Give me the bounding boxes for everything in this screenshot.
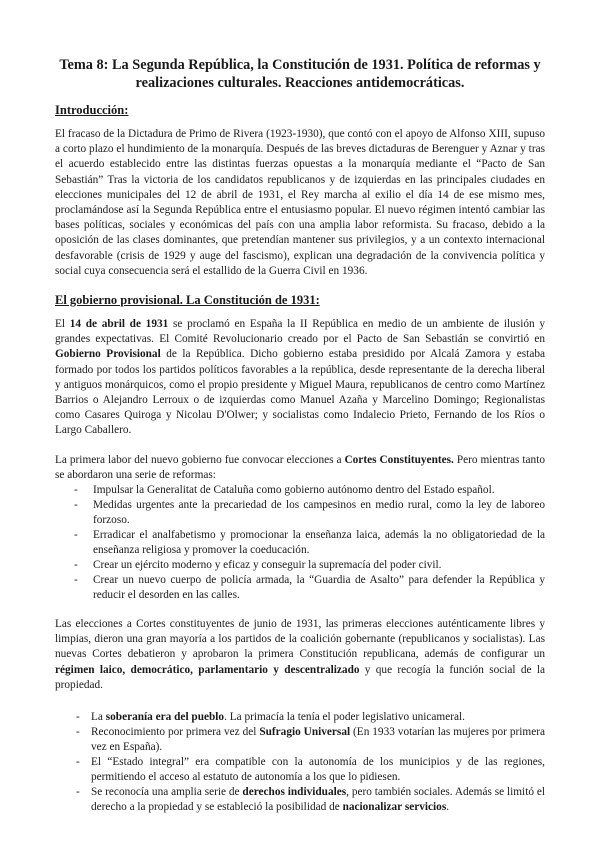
text-run: La primera labor del nuevo gobierno fue convocar elecciones a [55,453,345,466]
text-run: Pero mientras tanto se abordaron una serie de reformas: [55,453,545,481]
list-item: - Impulsar la Generalitat de Cataluña como gobierno autónomo dentro del Estado español. [55,483,545,498]
bold-term: soberanía era del pueblo [105,711,225,724]
intro-heading: Introducción: [55,103,129,117]
text-run: Reconocimiento por primera vez del [91,726,260,739]
bold-date: 14 de abril de 1931 [69,318,169,331]
list-item: - Crear un ejército moderno y eficaz y conseguir la supremacía del poder civil. [55,558,545,573]
section-heading-gobierno-provisional: El gobierno provisional. La Constitución de 1931: [55,293,320,308]
document-title: Tema 8: La Segunda República, la Constitución de 1931. Política de reformas y realizaciones culturales. Reacciones antidemocráticas. [59,57,541,91]
list-item: - Erradicar el analfabetismo y promocionar la enseñanza laica, además la no obligatoriedad de la enseñanza religiosa y promover la coeducación. [55,528,545,558]
text-run: La [91,711,106,724]
bold-term: Sufragio Universal [259,726,351,739]
list-item: - Crear un nuevo cuerpo de policía armada, la “Guardia de Asalto” para defender la República y reducir el desorden en las calles. [55,573,545,603]
constitution-features-list [55,710,545,815]
text-run: El “Estado integral” era compatible con la autonomía de los municipios y de las regiones, permitiendo el acceso al estatuto de autonomía a los que lo pidiesen. [91,756,545,784]
text-run: se proclamó en España la II República en medio de un ambiente de ilusión y grandes expectativas. El Comité Revolucionario creado por el Pacto de San Sebastián se convirtió en [55,318,545,346]
list-item [55,725,545,755]
text-run: . La primacía la tenía el poder legislativo unicameral. [224,711,465,724]
list-item [55,755,545,785]
list-item [55,710,545,725]
text-run: (En 1933 votarían las mujeres por primera vez en España). [91,726,545,754]
bold-term: régimen laico, democrático, parlamentario y descentralizado [55,663,360,676]
document-page [55,56,545,815]
bold-term: derechos individuales [242,786,347,799]
list-item: - Medidas urgentes ante la precariedad de los campesinos en medio rural, como la ley de laboreo forzoso. [55,498,545,528]
paragraph-proclamation [55,317,545,439]
text-run: . [446,801,450,814]
reforms-list [55,483,545,603]
paragraph-cortes [55,453,545,483]
text-run: Las elecciones a Cortes constituyentes de junio de 1931, las primeras elecciones auténticamente libres y limpias, dieron una gran mayoría a los partidos de la coalición gobernante (republicanos y socialistas). Las nuevas Cortes debatieron y aprobaron la primera Constitución republicana, además de configurar un [55,618,545,661]
bold-term: Cortes Constituyentes. [344,453,454,466]
text-run: , pero también sociales. Además se limitó el derecho a la propiedad y se estableció la posibilidad de [91,786,545,814]
spacer [55,603,545,617]
text-run: Se reconocía una amplia serie de [91,786,243,799]
bold-term: Gobierno Provisional [55,348,161,361]
text-run: y que recogía la función social de la propiedad. [55,663,545,691]
text-run: de la República. Dicho gobierno estaba presidido por Alcalá Zamora y estaba formado por todos los partidos políticos favorables a la república, desde representante de la derecha liberal y antiguos monárquicos, como el propio presidente y Miguel Maura, republicanos de centro como Martínez Barrios o Alejandro Lerroux o de izquierdas como Manuel Azaña y Marcelino Domingo; Regionalistas como Casares Quiroga y Nicolau D'Olwer; y socialistas como Indalecio Prieto, Fernando de los Ríos o Largo Caballero. [55,348,546,437]
bold-term: nacionalizar servicios [342,801,447,814]
list-item [55,785,545,815]
text-run: El [55,318,70,331]
intro-paragraph: El fracaso de la Dictadura de Primo de Rivera (1923-1930), que contó con el apoyo de Alfonso XIII, supuso a corto plazo el hundimiento de la monarquía. Después de las breves dictaduras de Berenguer y Aznar y tras el acuerdo establecido entre las distintas fuerzas opuestas a la monarquía mediante el “Pacto de San Sebastián” Tras la victoria de los candidatos republicanos y de izquierdas en las principales ciudades en elecciones municipales del 12 de abril de 1931, el Rey marcha al exilio el día 14 de ese mismo mes, proclamándose así la Segunda República entre el entusiasmo popular. El nuevo régimen intentó cambiar las bases políticas, sociales y económicas del país con una amplia labor reformista. Su fracaso, debido a la oposición de las clases dominantes, que pretendían mantener sus privilegios, y a un contexto internacional desfavorable (crisis de 1929 y auge del fascismo), explican una degradación de la convivencia política y social cuya consecuencia será el estallido de la Guerra Civil en 1936. [55,128,545,277]
paragraph-constitution [55,617,545,693]
